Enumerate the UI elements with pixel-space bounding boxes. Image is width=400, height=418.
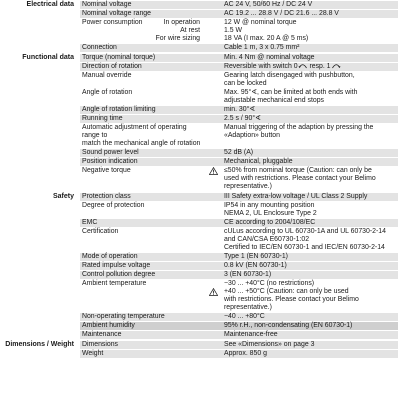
spec-row [80, 341, 398, 349]
spec-value [220, 89, 398, 105]
spec-value-line: min. 30°∢ [224, 106, 256, 113]
spec-value-line: representative.) [224, 183, 272, 190]
spec-value [220, 1, 398, 9]
spec-label [80, 271, 206, 279]
spec-label [80, 331, 206, 339]
spec-sublabel: For wire sizing [155, 35, 200, 42]
spec-label-line: match the mechanical angle of rotation [82, 140, 201, 147]
spec-row [80, 313, 398, 321]
spec-label-line: Protection class [82, 193, 131, 200]
spec-label-line: Maintenance [82, 331, 122, 338]
warning-cell [206, 253, 220, 261]
section-title: Functional data [22, 54, 74, 61]
spec-label-line: Degree of protection [82, 202, 145, 209]
spec-value-line: III Safety extra-low voltage / UL Class 2 Supply [224, 193, 368, 200]
spec-value-line: ≤50% from nominal torque (Caution: can only be [224, 167, 372, 174]
warning-cell [206, 54, 220, 62]
spec-value [220, 54, 398, 62]
spec-value [220, 253, 398, 261]
spec-value [220, 19, 398, 43]
spec-label-line: Connection [82, 44, 117, 51]
spec-value [220, 115, 398, 123]
spec-label-line: Angle of rotation limiting [82, 106, 156, 113]
spec-value-line: See «Dimensions» on page 3 [224, 341, 315, 348]
warning-triangle-icon [209, 288, 218, 296]
spec-value [220, 271, 398, 279]
spec-label [80, 341, 206, 349]
spec-row [80, 202, 398, 218]
spec-sublabels [146, 19, 204, 43]
warning-cell [206, 331, 220, 339]
rotation-ccw-icon [298, 63, 308, 70]
spec-value [220, 202, 398, 218]
warning-cell [206, 1, 220, 9]
spec-label-line: Dimensions [82, 341, 118, 348]
spec-label-line: Nominal voltage [82, 1, 132, 8]
spec-label [80, 262, 206, 270]
spec-label [80, 313, 206, 321]
section-dimensions-weight [2, 341, 398, 358]
warning-cell [206, 63, 220, 71]
spec-label [80, 280, 206, 312]
spec-value-line: 52 dB (A) [224, 149, 254, 156]
spec-value-line: CE according to 2004/108/EC [224, 219, 316, 226]
spec-row [80, 271, 398, 279]
spec-row [80, 72, 398, 88]
spec-value-line: Max. 95°∢, can be limited at both ends with [224, 89, 358, 96]
spec-row [80, 63, 398, 71]
spec-label [80, 322, 206, 330]
spec-value-line: 3 (EN 60730-1) [224, 271, 272, 278]
warning-cell [206, 44, 220, 52]
spec-label [80, 350, 206, 358]
rotation-sep: resp. 1 [307, 63, 331, 70]
spec-value-line: 0.8 kV (EN 60730-1) [224, 262, 287, 269]
warning-cell [206, 341, 220, 349]
spec-value-line: 2.5 s / 90°∢ [224, 115, 261, 122]
spec-row [80, 350, 398, 358]
warning-cell [206, 322, 220, 330]
spec-value [220, 63, 398, 71]
warning-cell [206, 158, 220, 166]
spec-value [220, 219, 398, 227]
section-safety [2, 193, 398, 339]
spec-row [80, 106, 398, 114]
spec-row [80, 219, 398, 227]
spec-label-line: Control pollution degree [82, 271, 156, 278]
spec-row [80, 54, 398, 62]
spec-label [80, 63, 206, 71]
spec-value-line: with restrictions. Please contact your Belimo [224, 296, 359, 303]
warning-cell [206, 106, 220, 114]
spec-row [80, 331, 398, 339]
section-electrical-data [2, 1, 398, 52]
spec-label-line: EMC [82, 219, 98, 226]
spec-value-line: can be locked [224, 80, 267, 87]
spec-label [80, 89, 206, 105]
spec-row [80, 19, 398, 43]
warning-cell [206, 262, 220, 270]
spec-value-line: 1.5 W [224, 27, 242, 34]
rotation-cw-icon [331, 63, 341, 70]
spec-value-line: Certified to IEC/EN 60730-1 and IEC/EN 60730-2-14 [224, 244, 385, 251]
warning-cell [206, 115, 220, 123]
datasheet-spec-table [2, 0, 398, 358]
spec-label [80, 219, 206, 227]
spec-row [80, 262, 398, 270]
spec-label [80, 115, 206, 123]
spec-row [80, 158, 398, 166]
spec-value [220, 158, 398, 166]
spec-value-line: Cable 1 m, 3 x 0.75 mm² [224, 44, 300, 51]
spec-label-line: Certification [82, 228, 119, 235]
spec-label-line: Position indication [82, 158, 138, 165]
spec-value-line: Type 1 (EN 60730-1) [224, 253, 288, 260]
spec-value-line: Min. 4 Nm @ nominal voltage [224, 54, 315, 61]
spec-value-line: 12 W @ nominal torque [224, 19, 297, 26]
spec-label [80, 72, 206, 88]
spec-label-line: Rated impulse voltage [82, 262, 151, 269]
spec-value-line: IP54 in any mounting position [224, 202, 315, 209]
spec-row [80, 253, 398, 261]
spec-label-line: Non-operating temperature [82, 313, 165, 320]
spec-label-line: Torque (nominal torque) [82, 54, 156, 61]
spec-label [80, 149, 206, 157]
spec-value [220, 228, 398, 252]
spec-row [80, 115, 398, 123]
spec-value-line: and CAN/CSA E60730-1:02 [224, 236, 310, 243]
spec-value [220, 124, 398, 148]
spec-value-line: NEMA 2, UL Enclosure Type 2 [224, 210, 317, 217]
spec-value-line: Gearing latch disengaged with pushbutton, [224, 72, 355, 79]
spec-value-line: Maintenance-free [224, 331, 278, 338]
spec-row [80, 89, 398, 105]
spec-row [80, 322, 398, 330]
spec-value-line: used with restrictions. Please contact your Belimo [224, 175, 376, 182]
spec-label [80, 124, 206, 148]
spec-label [80, 193, 206, 201]
warning-cell [206, 313, 220, 321]
warning-cell [206, 350, 220, 358]
spec-value [220, 341, 398, 349]
spec-label [80, 1, 206, 9]
warning-cell [206, 167, 220, 191]
spec-value-line: AC 24 V, 50/60 Hz / DC 24 V [224, 1, 313, 8]
spec-value-line: Mechanical, pluggable [224, 158, 293, 165]
warning-triangle-icon [209, 167, 218, 175]
spec-value-line: −30 ... +40°C (no restrictions) [224, 280, 315, 287]
section-title: Dimensions / Weight [5, 341, 74, 348]
spec-value [220, 322, 398, 330]
warning-cell [206, 280, 220, 312]
warning-cell [206, 219, 220, 227]
spec-value-line: 18 VA (I max. 20 A @ 5 ms) [224, 35, 309, 42]
spec-value [220, 313, 398, 321]
spec-label [80, 228, 206, 252]
spec-value [220, 350, 398, 358]
spec-label-line: Direction of rotation [82, 63, 142, 70]
spec-value [220, 149, 398, 157]
spec-label-line: Mode of operation [82, 253, 138, 260]
warning-cell [206, 124, 220, 148]
rotation-text: Reversible with switch 0 [224, 63, 298, 70]
spec-label-line: Ambient temperature [82, 280, 147, 287]
spec-value [220, 72, 398, 88]
spec-label-line: Angle of rotation [82, 89, 133, 96]
spec-row [80, 228, 398, 252]
spec-value-line: AC 19.2 ... 28.8 V / DC 21.6 ... 28.8 V [224, 10, 339, 17]
warning-cell [206, 271, 220, 279]
warning-cell [206, 89, 220, 105]
spec-value [220, 262, 398, 270]
spec-label [80, 106, 206, 114]
spec-label [80, 10, 206, 18]
spec-label-line: Manual override [82, 72, 132, 79]
spec-value [220, 280, 398, 312]
spec-value [220, 106, 398, 114]
warning-cell [206, 228, 220, 252]
spec-label [80, 167, 206, 191]
spec-value-line: Manual triggering of the adaption by pressing the [224, 124, 374, 131]
spec-label [80, 44, 206, 52]
spec-label-line: Nominal voltage range [82, 10, 151, 17]
spec-value [220, 44, 398, 52]
spec-row [80, 10, 398, 18]
warning-cell [206, 72, 220, 88]
spec-label-line: Running time [82, 115, 123, 122]
spec-value-line: −40 ... +80°C [224, 313, 265, 320]
spec-value [220, 331, 398, 339]
spec-value-line: Approx. 850 g [224, 350, 267, 357]
spec-label [80, 158, 206, 166]
spec-row [80, 1, 398, 9]
warning-cell [206, 202, 220, 218]
spec-row [80, 193, 398, 201]
spec-row [80, 44, 398, 52]
spec-value-line: adjustable mechanical end stops [224, 97, 324, 104]
spec-value-line [224, 63, 396, 71]
spec-row [80, 167, 398, 191]
spec-value [220, 193, 398, 201]
spec-label-main: Power consumption [82, 19, 143, 26]
spec-label-line: Ambient humidity [82, 322, 135, 329]
spec-row [80, 280, 398, 312]
spec-value-line: cULus according to UL 60730-1A and UL 60730-2-14 [224, 228, 386, 235]
spec-label [80, 202, 206, 218]
spec-value-line: +40 ... +50°C (Caution: can only be used [224, 288, 349, 295]
section-functional-data [2, 54, 398, 191]
warning-cell [206, 19, 220, 43]
warning-cell [206, 10, 220, 18]
spec-sublabel: At rest [180, 27, 200, 34]
spec-label-line: Weight [82, 350, 104, 357]
spec-row [80, 124, 398, 148]
spec-label [80, 253, 206, 261]
spec-sublabel: In operation [163, 19, 200, 26]
spec-value-line: «Adaption» button [224, 132, 280, 139]
spec-value-line: representative.) [224, 304, 272, 311]
spec-label-line: Sound power level [82, 149, 139, 156]
spec-value-line: 95% r.H., non-condensating (EN 60730-1) [224, 322, 353, 329]
spec-label [80, 19, 206, 43]
spec-value [220, 10, 398, 18]
warning-cell [206, 193, 220, 201]
spec-row [80, 149, 398, 157]
spec-label [80, 54, 206, 62]
spec-label-line: Negative torque [82, 167, 131, 174]
spec-label-line: Automatic adjustment of operating range to [82, 124, 187, 139]
section-title: Safety [52, 193, 74, 200]
spec-value [220, 167, 398, 191]
warning-cell [206, 149, 220, 157]
section-title: Electrical data [26, 1, 74, 8]
